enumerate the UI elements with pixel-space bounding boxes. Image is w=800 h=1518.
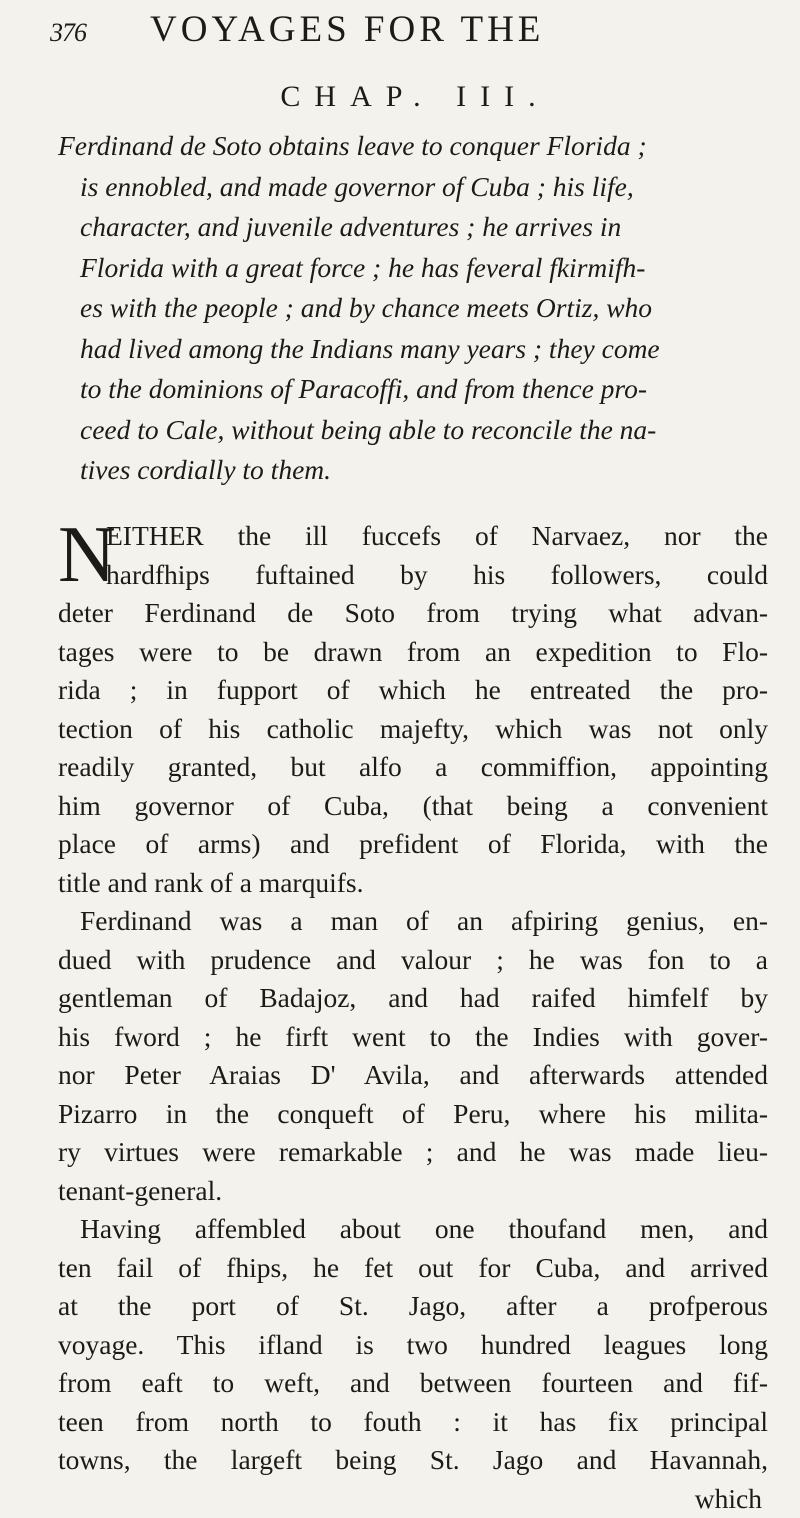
- running-head: [32, 4, 760, 54]
- text-line: dued with prudence and valour ; he was fon to a: [58, 941, 768, 980]
- catchword: which: [58, 1480, 768, 1518]
- text-line: voyage. This ifland is two hundred leagues long: [58, 1326, 768, 1365]
- chapter-argument: [58, 126, 758, 491]
- text-line: towns, the largeft being St. Jago and Havannah,: [58, 1441, 768, 1480]
- text-line: place of arms) and prefident of Florida, with the: [58, 825, 768, 864]
- text-line: at the port of St. Jago, after a profperous: [58, 1287, 768, 1326]
- text-line: from eaft to weft, and between fourteen and fif-: [58, 1364, 768, 1403]
- text-line: Pizarro in the conqueft of Peru, where his milita-: [58, 1095, 768, 1134]
- argument-line: tives cordially to them.: [58, 450, 758, 491]
- argument-line: had lived among the Indians many years ; they come: [58, 329, 758, 370]
- running-title: VOYAGES FOR THE: [150, 8, 544, 51]
- chapter-heading: CHAP. III.: [0, 80, 800, 114]
- text-line: Ferdinand was a man of an afpiring genius, en-: [58, 902, 768, 941]
- text-line: hardfhips fuftained by his followers, could: [58, 556, 768, 595]
- argument-line: to the dominions of Paracoffi, and from thence pro-: [58, 369, 758, 410]
- text-line: rida ; in fupport of which he entreated the pro-: [58, 671, 768, 710]
- text-line: gentleman of Badajoz, and had raifed himfelf by: [58, 979, 768, 1018]
- text-line: teen from north to fouth : it has fix principal: [58, 1403, 768, 1442]
- text-line: tages were to be drawn from an expedition to Flo-: [58, 633, 768, 672]
- text-line: [58, 517, 768, 556]
- text-line: nor Peter Araias D' Avila, and afterwards attended: [58, 1056, 768, 1095]
- drop-cap: N: [58, 519, 116, 591]
- text-line: his fword ; he firft went to the Indies with gover-: [58, 1018, 768, 1057]
- argument-line: is ennobled, and made governor of Cuba ; his life,: [58, 167, 758, 208]
- text-line: ten fail of fhips, he fet out for Cuba, and arrived: [58, 1249, 768, 1288]
- text-line: ry virtues were remarkable ; and he was made lieu-: [58, 1133, 768, 1172]
- argument-line: es with the people ; and by chance meets Ortiz, who: [58, 288, 758, 329]
- page-number: 376: [50, 18, 86, 48]
- text-line: readily granted, but alfo a commiffion, appointing: [58, 748, 768, 787]
- argument-line: ceed to Cale, without being able to reconcile the na-: [58, 410, 758, 451]
- opening-paragraph: [58, 517, 768, 594]
- text-line-rest: the ill fuccefs of Narvaez, nor the: [238, 520, 768, 551]
- argument-line: character, and juvenile adventures ; he arrives in: [58, 207, 758, 248]
- text-line: him governor of Cuba, (that being a convenient: [58, 787, 768, 826]
- text-line: Having affembled about one thoufand men, and: [58, 1210, 768, 1249]
- argument-line: Florida with a great force ; he has feveral fkirmifh-: [58, 248, 758, 289]
- body-text: [58, 517, 768, 1518]
- first-word-rest: EITHER: [106, 520, 204, 551]
- text-line: tection of his catholic majefty, which was not only: [58, 710, 768, 749]
- text-line: deter Ferdinand de Soto from trying what advan-: [58, 594, 768, 633]
- text-line: title and rank of a marquifs.: [58, 864, 768, 903]
- text-line: tenant-general.: [58, 1172, 768, 1211]
- argument-line: Ferdinand de Soto obtains leave to conquer Florida ;: [58, 126, 758, 167]
